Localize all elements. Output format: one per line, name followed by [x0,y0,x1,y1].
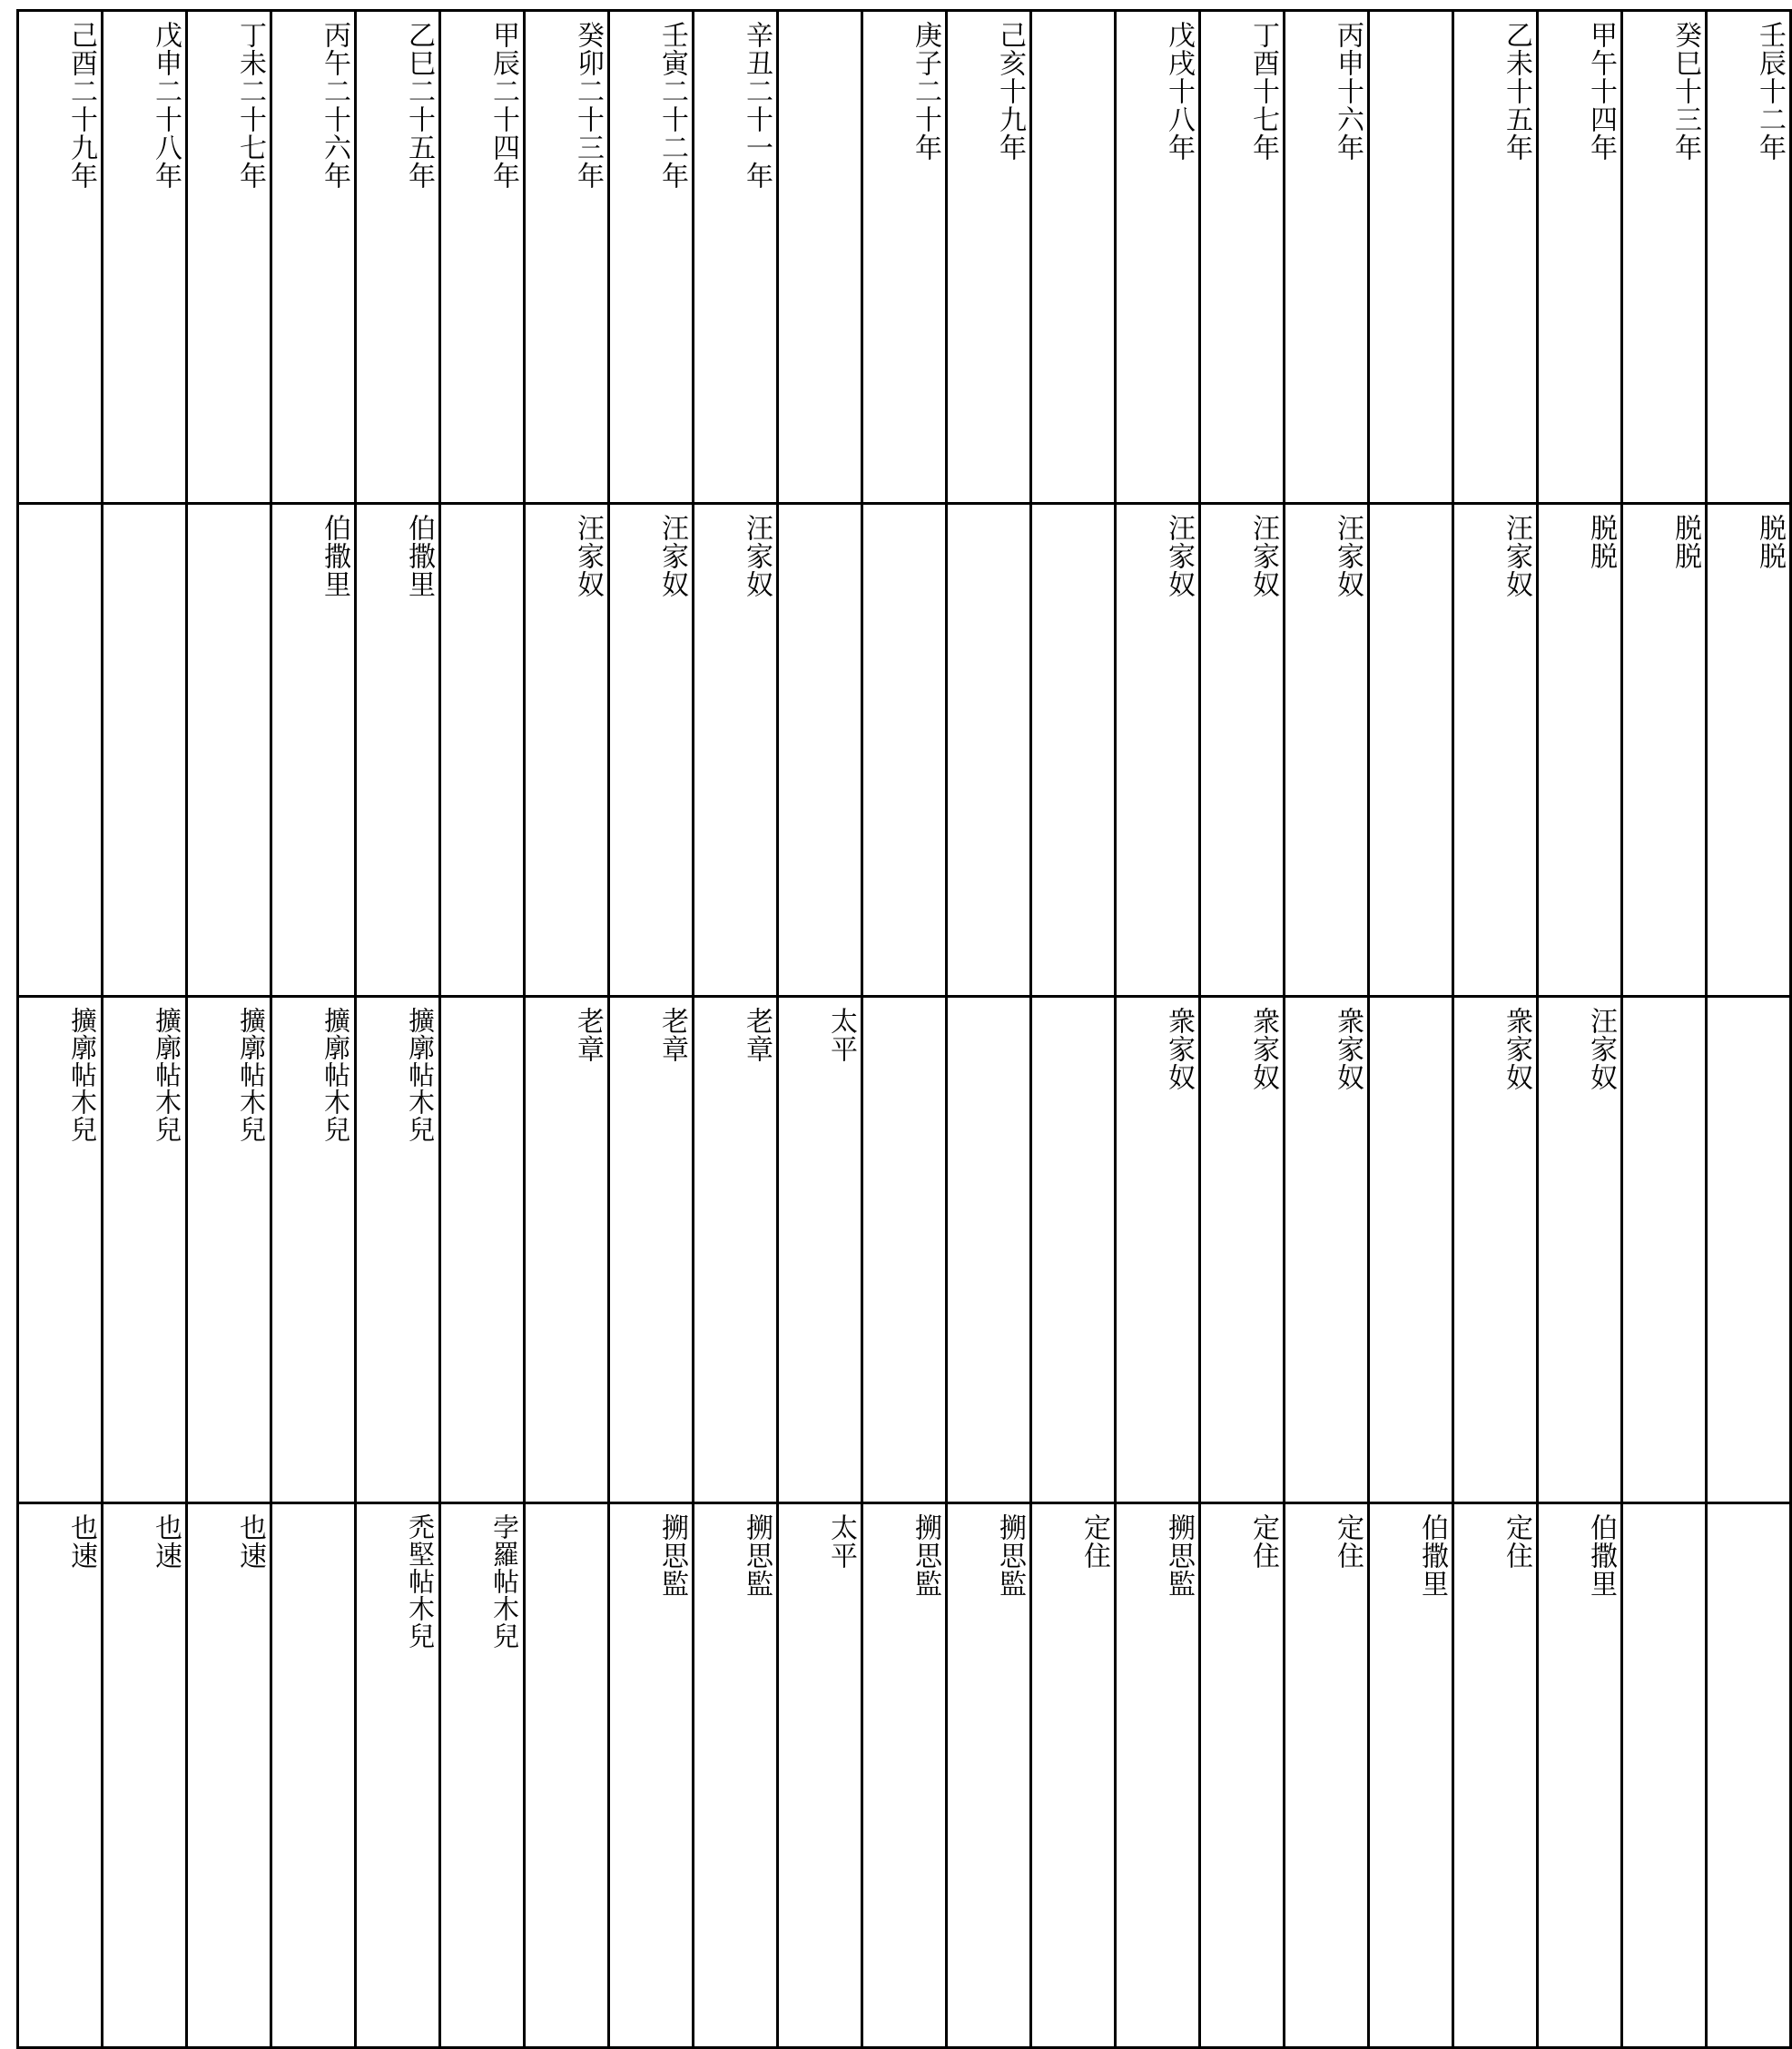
year-label: 壬辰十二年 [1755,21,1785,162]
name-cell-empty [947,504,1031,997]
name-cell [1369,1503,1453,2048]
year-cell [18,11,103,504]
year-label: 癸卯二十三年 [573,21,603,190]
name-cell [862,1503,947,2048]
name-cell-empty [1707,1503,1791,2048]
name-cell-empty [187,504,271,997]
name-cell [1031,1503,1116,2048]
name-cell [1538,997,1622,1503]
name-label: 搠思監 [1164,1513,1194,1598]
name-cell [187,997,271,1503]
name-cell [356,997,440,1503]
name-label: 衆家奴 [1164,1007,1194,1091]
year-cell [525,11,609,504]
name-label: 老章 [657,1007,687,1063]
name-cell [525,997,609,1503]
name-label: 伯撒里 [404,514,434,598]
year-cell [862,11,947,504]
name-label: 擴廓帖木兒 [236,1007,265,1143]
name-cell [1116,997,1200,1503]
name-cell [1453,504,1538,997]
name-label: 搠思監 [657,1513,687,1598]
name-cell [1285,504,1369,997]
name-cell [1116,504,1200,997]
name-cell-empty [271,1503,356,2048]
year-cell [271,11,356,504]
name-label: 搠思監 [995,1513,1025,1598]
year-label: 丙午二十六年 [320,21,350,190]
name-label: 定住 [1079,1513,1109,1570]
year-cell [103,11,187,504]
name-label: 衆家奴 [1502,1007,1531,1091]
name-label: 伯撒里 [320,514,350,598]
name-cell [1707,504,1791,997]
year-label: 乙未十五年 [1502,21,1531,162]
name-cell [103,1503,187,2048]
year-label: 己酉二十九年 [66,21,96,190]
name-label: 伯撒里 [1586,1513,1616,1598]
name-label: 定住 [1502,1513,1531,1570]
name-label: 脱脱 [1670,514,1700,570]
year-label: 戊申二十八年 [151,21,181,190]
name-cell [694,504,778,997]
name-cell [609,1503,694,2048]
chronology-table [16,9,1792,2049]
name-label: 擴廓帖木兒 [405,1007,434,1143]
name-cell-empty [1031,504,1116,997]
name-label: 定住 [1248,1513,1278,1570]
table-row-years [18,11,1791,504]
year-cell [187,11,271,504]
name-label: 太平 [826,1513,856,1570]
year-cell [1116,11,1200,504]
name-cell-empty [525,1503,609,2048]
name-label: 汪家奴 [1502,514,1531,598]
name-cell [356,504,440,997]
year-label: 壬寅二十二年 [657,21,687,190]
name-label: 汪家奴 [1586,1007,1616,1091]
name-cell [18,997,103,1503]
name-cell [525,504,609,997]
year-cell [947,11,1031,504]
name-cell [609,997,694,1503]
year-cell [356,11,440,504]
year-cell [1453,11,1538,504]
name-label: 擴廓帖木兒 [67,1007,96,1143]
name-cell-empty [778,504,862,997]
name-cell [440,1503,525,2048]
name-cell [694,1503,778,2048]
year-cell [1200,11,1285,504]
name-cell [1200,1503,1285,2048]
table-row-a [18,504,1791,997]
name-cell [271,504,356,997]
year-cell-empty [778,11,862,504]
table-row-c [18,1503,1791,2048]
name-label: 汪家奴 [1333,514,1363,598]
name-label: 脱脱 [1586,514,1616,570]
name-cell [609,504,694,997]
name-cell [694,997,778,1503]
name-cell-empty [1622,997,1707,1503]
name-label: 汪家奴 [742,514,772,598]
name-cell [1285,1503,1369,2048]
name-label: 太平 [826,1007,856,1063]
name-label: 定住 [1333,1513,1363,1570]
name-cell-empty [947,997,1031,1503]
name-cell [18,1503,103,2048]
name-label: 擴廓帖木兒 [152,1007,181,1143]
name-label: 老章 [573,1007,603,1063]
name-cell [1622,504,1707,997]
year-cell [1285,11,1369,504]
year-label: 丙申十六年 [1333,21,1363,162]
name-cell [271,997,356,1503]
year-cell [1538,11,1622,504]
name-cell [1200,504,1285,997]
name-cell [778,1503,862,2048]
name-label: 擴廓帖木兒 [320,1007,350,1143]
name-cell [1453,1503,1538,2048]
name-label: 汪家奴 [1248,514,1278,598]
name-cell-empty [1369,997,1453,1503]
name-cell-empty [1622,1503,1707,2048]
chronology-table-wrapper [16,9,1785,2035]
name-label: 搠思監 [742,1513,772,1598]
year-label: 甲午十四年 [1586,21,1616,162]
year-label: 癸巳十三年 [1670,21,1700,162]
name-cell [187,1503,271,2048]
year-cell [440,11,525,504]
name-label: 衆家奴 [1248,1007,1278,1091]
year-cell [1707,11,1791,504]
year-cell [694,11,778,504]
name-cell [1538,504,1622,997]
name-cell [1453,997,1538,1503]
year-cell-empty [1369,11,1453,504]
year-label: 乙巳二十五年 [404,21,434,190]
name-label: 也速 [151,1513,181,1570]
name-cell [1285,997,1369,1503]
name-label: 也速 [235,1513,265,1570]
year-cell-empty [1031,11,1116,504]
name-cell-empty [1031,997,1116,1503]
year-cell [609,11,694,504]
name-cell [947,1503,1031,2048]
name-label: 衆家奴 [1333,1007,1363,1091]
name-label: 搠思監 [911,1513,940,1598]
year-label: 己亥十九年 [995,21,1025,162]
name-label: 汪家奴 [573,514,603,598]
name-label: 也速 [66,1513,96,1570]
name-label: 脱脱 [1755,514,1785,570]
name-cell-empty [103,504,187,997]
name-cell [103,997,187,1503]
name-cell-empty [440,997,525,1503]
table-row-b [18,997,1791,1503]
year-label: 丁未二十七年 [235,21,265,190]
name-label: 汪家奴 [1164,514,1194,598]
name-cell [1538,1503,1622,2048]
year-cell [1622,11,1707,504]
name-cell-empty [862,504,947,997]
name-label: 禿堅帖木兒 [405,1513,434,1650]
name-cell [778,997,862,1503]
year-label: 丁酉十七年 [1248,21,1278,162]
name-cell-empty [18,504,103,997]
name-cell [1200,997,1285,1503]
name-label: 伯撒里 [1417,1513,1447,1598]
name-cell-empty [1707,997,1791,1503]
name-label: 汪家奴 [657,514,687,598]
year-label: 戊戌十八年 [1164,21,1194,162]
name-label: 老章 [742,1007,772,1063]
year-label: 甲辰二十四年 [488,21,518,190]
name-cell [356,1503,440,2048]
name-label: 孛羅帖木兒 [489,1513,518,1650]
year-label: 庚子二十年 [911,21,940,162]
name-cell-empty [862,997,947,1503]
year-label: 辛丑二十一年 [742,21,772,190]
name-cell-empty [1369,504,1453,997]
name-cell [1116,1503,1200,2048]
name-cell-empty [440,504,525,997]
